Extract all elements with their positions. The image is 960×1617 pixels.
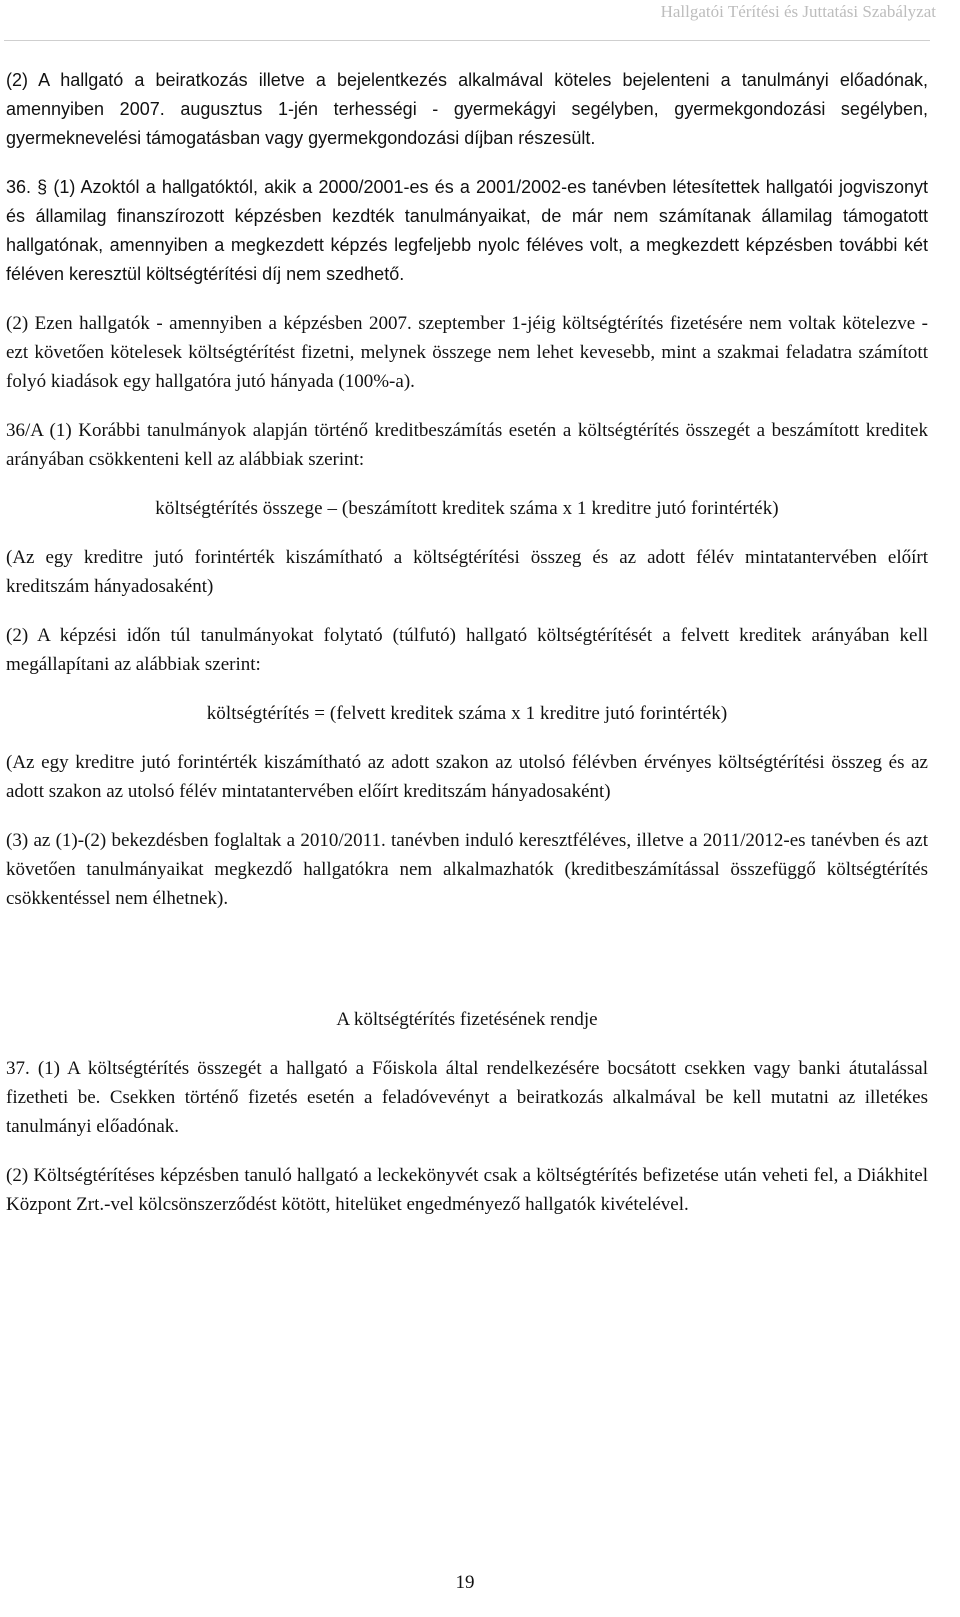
page-number: 19	[455, 1572, 475, 1593]
section-title-payment-order: A költségtérítés fizetésének rendje	[336, 1009, 598, 1030]
paragraph-36a-2-note: (Az egy kreditre jutó forintérték kiszámítható az adott szakon az utolsó félévben érvényes költségtérítési összeg és az adott szakon az utolsó félév mintatantervében előírt kreditszám hányadosaként)	[6, 752, 928, 802]
formula-credit-deduction: költségtérítés összege – (beszámított kreditek száma x 1 kreditre jutó forintérték)	[155, 498, 779, 519]
header-divider	[4, 40, 930, 41]
paragraph-35-2: (2) A hallgató a beiratkozás illetve a bejelentkezés alkalmával köteles bejelenteni a tanulmányi előadónak, amennyiben 2007. augusztus 1-jén terhességi - gyermekágyi segélyben, gyermekgondozási segélyben, gyermeknevelési támogatásban vagy gyermekgondozási díjban részesült.	[6, 70, 928, 148]
paragraph-36a-1-note: (Az egy kreditre jutó forintérték kiszámítható a költségtérítési összeg és az adott félév mintatantervében előírt kreditszám hányadosaként)	[6, 547, 928, 597]
paragraph-36-1: 36. § (1) Azoktól a hallgatóktól, akik a 2000/2001-es és a 2001/2002-es tanévben létesítettek hallgatói jogviszonyt és államilag finanszírozott képzésben kezdték tanulmányaikat, de már nem számítanak államilag támogatott hallgatónak, amennyiben a megkezdett képzés legfeljebb nyolc féléves volt, a megkezdett képzésben további két féléven keresztül költségtérítési díj nem szedhető.	[6, 177, 928, 284]
running-header: Hallgatói Térítési és Juttatási Szabályzat	[660, 2, 936, 21]
paragraph-36a-3: (3) az (1)-(2) bekezdésben foglaltak a 2010/2011. tanévben induló keresztféléves, illetve a 2011/2012-es tanévben és azt követően tanulmányaikat megkezdő hallgatókra nem alkalmazhatók (kreditbeszámítással összefüggő költségtérítés csökkentéssel nem élhetnek).	[6, 830, 928, 909]
formula-overrun-fee: költségtérítés = (felvett kreditek száma x 1 kreditre jutó forintérték)	[206, 703, 728, 724]
paragraph-36a-2: (2) A képzési időn túl tanulmányokat folytató (túlfutó) hallgató költségtérítését a felvett kreditek arányában kell megállapítani az alábbiak szerint:	[6, 625, 928, 675]
paragraph-36a-1: 36/A (1) Korábbi tanulmányok alapján történő kreditbeszámítás esetén a költségtérítés összegét a beszámított kreditek arányában csökkenteni kell az alábbiak szerint:	[6, 420, 928, 470]
document-body	[6, 66, 928, 1239]
paragraph-36-2: (2) Ezen hallgatók - amennyiben a képzésben 2007. szeptember 1-jéig költségtérítés fizetésére nem voltak kötelezve - ezt követően kötelesek költségtérítést fizetni, melynek összege nem lehet kevesebb, mint a szakmai feladatra számított folyó kiadások egy hallgatóra jutó hányada (100%-a).	[6, 313, 928, 392]
paragraph-37-2: (2) Költségtérítéses képzésben tanuló hallgató a leckekönyvét csak a költségtérítés befizetése után veheti fel, a Diákhitel Központ Zrt.-vel kölcsönszerződést kötött, hitelüket engedményező hallgatók kivételével.	[6, 1165, 928, 1215]
paragraph-37-1: 37. (1) A költségtérítés összegét a hallgató a Főiskola által rendelkezésére bocsátott csekken vagy banki átutalással fizetheti be. Csekken történő fizetés esetén a feladóvevényt a beiratkozás alkalmával be kell mutatni az illetékes tanulmányi előadónak.	[6, 1058, 928, 1137]
